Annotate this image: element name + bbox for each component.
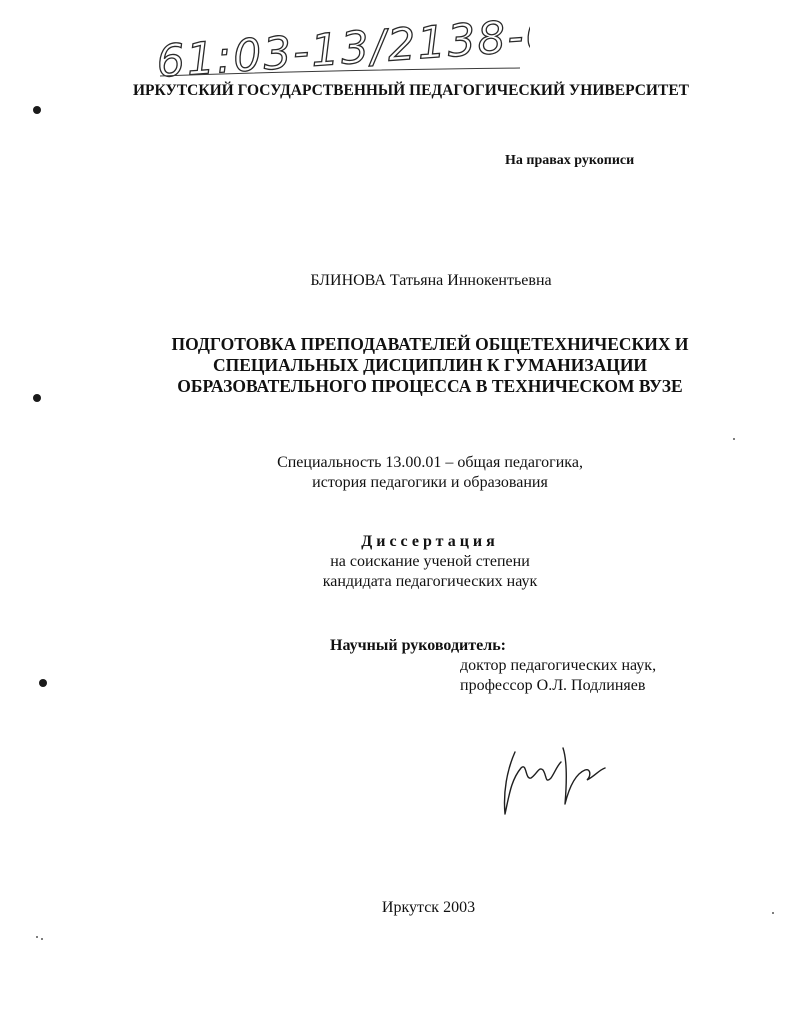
scan-speck — [772, 912, 774, 914]
punch-hole-lower — [39, 679, 47, 687]
supervisor-name: профессор О.Л. Подлиняев — [460, 677, 646, 694]
dissertation-line-2: кандидата педагогических наук — [322, 573, 538, 590]
punch-hole-top — [33, 106, 41, 114]
author-name: БЛИНОВА Татьяна Иннокентьевна — [310, 272, 552, 289]
handwritten-archive-code — [150, 6, 530, 86]
dissertation-heading: Диссертация — [361, 533, 499, 550]
title-line-1: ПОДГОТОВКА ПРЕПОДАВАТЕЛЕЙ ОБЩЕТЕХНИЧЕСКИХ И — [171, 334, 689, 354]
title-line-3: ОБРАЗОВАТЕЛЬНОГО ПРОЦЕССА В ТЕХНИЧЕСКОМ ВУЗЕ — [177, 376, 683, 396]
handwritten-archive-code-drawing — [150, 6, 530, 86]
scan-speck — [41, 938, 43, 940]
specialty-block — [230, 453, 630, 493]
specialty-line-1: Специальность 13.00.01 – общая педагогика, — [277, 454, 583, 471]
supervisor-degree: доктор педагогических наук, — [460, 657, 657, 674]
signature-image — [495, 740, 615, 820]
university-name: ИРКУТСКИЙ ГОСУДАРСТВЕННЫЙ ПЕДАГОГИЧЕСКИЙ УНИВЕРСИТЕТ — [132, 82, 690, 99]
supervisor-heading: Научный руководитель: — [330, 637, 506, 654]
specialty-line-2: история педагогики и образования — [312, 474, 548, 491]
manuscript-rights-label: На правах рукописи — [505, 153, 635, 168]
dissertation-block — [230, 532, 630, 592]
punch-hole-middle — [33, 394, 41, 402]
signature-stroke — [504, 748, 605, 814]
dissertation-line-1: на соискание ученой степени — [330, 553, 530, 570]
scan-speck — [36, 936, 38, 938]
supervisor-block — [330, 636, 656, 696]
dissertation-title — [150, 334, 710, 397]
scan-speck — [733, 438, 735, 440]
city-and-year: Иркутск 2003 — [381, 899, 476, 916]
handwritten-archive-code-text: 61:03-13/2138-6 — [154, 9, 530, 86]
title-line-2: СПЕЦИАЛЬНЫХ ДИСЦИПЛИН К ГУМАНИЗАЦИИ — [212, 355, 648, 375]
